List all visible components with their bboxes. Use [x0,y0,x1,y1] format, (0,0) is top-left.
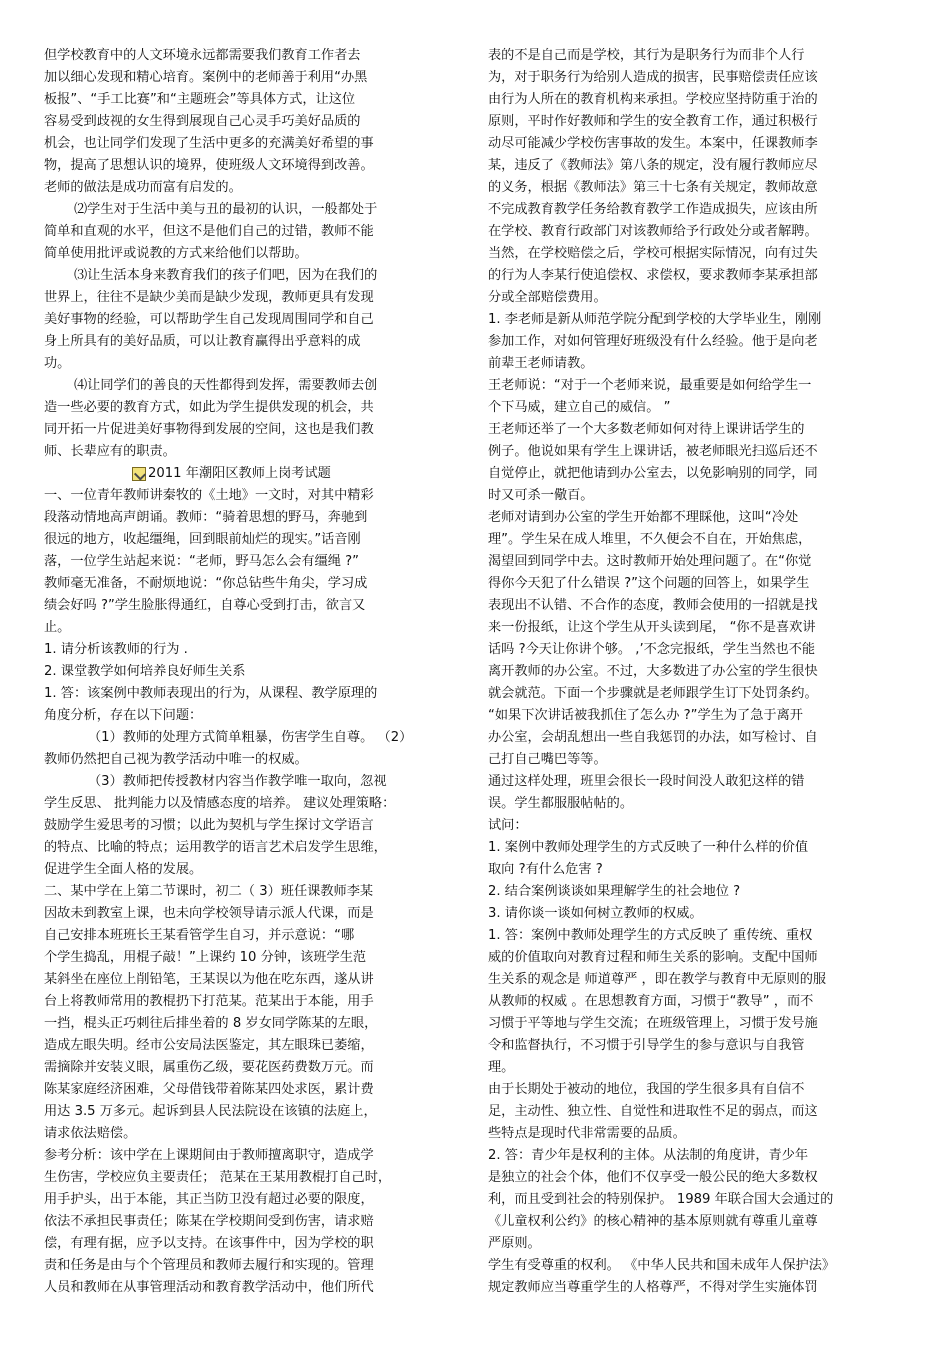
text-line: 离开教师的办公室。不过，大多数进了办公室的学生很快 [488,664,818,679]
text-line: 1. 答：该案例中教师表现出的行为，从课程、教学原理的 [44,686,378,701]
text-line: 理。 [488,1060,515,1075]
text-line: 当然，在学校赔偿之后，学校可根据实际情况，向有过失 [488,246,818,261]
text-line: 不完成教育教学任务给教育教学工作造成损失，应该由所 [488,202,818,217]
text-line: 止。 [44,620,71,635]
exam-title [44,463,466,485]
text-line: 例子。他说如果有学生上课讲话，被老师眼光扫巡后还不 [488,444,818,459]
text-line: 容易受到歧视的女生得到展现自己心灵手巧美好品质的 [44,114,361,129]
text-line: 功。 [44,356,71,371]
text-line: 2. 课堂教学如何培养良好师生关系 [44,664,246,679]
text-line: 绩会好吗 ?”学生脸胀得通红，自尊心受到打击，欲言又 [44,598,366,613]
text-line: 偿，有理有据，应予以支持。在该事件中，因为学校的职 [44,1236,374,1251]
text-line: 渴望回到同学中去。这时教师开始处理问题了。在“你觉 [488,554,812,569]
text-line: 需摘除并安装义眼，属重伤乙级，要花医药费数万元。而 [44,1060,374,1075]
text-line: 理”。学生呆在成人堆里，不久便会不自在，开始焦虑， [488,532,812,547]
text-line: 己打自己嘴巴等等。 [488,752,607,767]
text-line: 教师仍然把自己视为教学活动中唯一的权威。 [44,752,308,767]
text-line: 请求依法赔偿。 [44,1126,137,1141]
text-line: 王老师还举了一个大多数老师如何对待上课讲话学生的 [488,422,805,437]
text-line: 物，提高了思想认识的境界，使班级人文环境得到改善。 [44,158,374,173]
text-line: 简单和直观的水平，但这不是他们自己的过错，教师不能 [44,224,374,239]
text-line: 通过这样处理，班里会很长一段时间没人敢犯这样的错 [488,774,805,789]
text-line: 用手护头，出于本能，其正当防卫没有超过必要的限度， [44,1192,374,1207]
text-line: 一挡，棍头正巧刺往后排坐着的 8 岁女同学陈某的左眼， [44,1016,378,1031]
exam-title-text: 2011 年潮阳区教师上岗考试题 [148,466,331,481]
text-line: 的特点、比喻的特点；运用教学的语言艺术启发学生思维， [44,840,387,855]
text-line: 美好事物的经验，可以帮助学生自己发现周围同学和自己 [44,312,374,327]
text-line: ⑷让同学们的善良的天性都得到发挥，需要教师去创 [74,378,378,393]
text-line: 1. 请分析该教师的行为 . [44,642,188,657]
text-line: 自觉停止，就把他请到办公室去，以免影响别的同学，同 [488,466,818,481]
text-line: 老师对请到办公室的学生开始都不理睬他，这叫“冷处 [488,510,799,525]
text-line: 表现出不认错、不合作的态度，教师会使用的一招就是找 [488,598,818,613]
text-line: 为，对于职务行为给别人造成的损害，民事赔偿责任应该 [488,70,818,85]
text-line: 责和任务是由与个个管理员和教师去履行和实现的。管理 [44,1258,374,1273]
text-line: 就会就范。下面一个步骤就是老师跟学生订下处罚条约。 [488,686,818,701]
text-line: 生伤害，学校应负主要责任； 范某在王某用教棍打自己时， [44,1170,392,1185]
text-line: 参加工作，对如何管理好班级没有什么经验。他于是向老 [488,334,818,349]
text-line: 分或全部赔偿费用。 [488,290,607,305]
text-line: 同开拓一片促进美好事物得到发展的空间，这也是我们教 [44,422,374,437]
text-line: ⑶让生活本身来教育我们的孩子们吧，因为在我们的 [74,268,378,283]
text-line: 令和监督执行，不习惯于引导学生的参与意识与自我管 [488,1038,805,1053]
text-line: 由行为人所在的教育机构来承担。学校应坚持防重于治的 [488,92,818,107]
text-line: 加以细心发现和精心培育。案例中的老师善于利用“办黑 [44,70,368,85]
text-line: 1. 李老师是新从师范学院分配到学校的大学毕业生，刚刚 [488,312,822,327]
text-line: 的行为人李某行使追偿权、求偿权，要求教师李某承担部 [488,268,818,283]
text-line: 王老师说：“对于一个老师来说，最重要是如何给学生一 [488,378,812,393]
text-line: （1）教师的处理方式简单粗暴，伤害学生自尊。 （2） [88,730,413,745]
text-line: 威的价值取向对教育过程和师生关系的影响。支配中国师 [488,950,818,965]
text-line: 习惯于平等地与学生交流；在班级管理上，习惯于发号施 [488,1016,818,1031]
text-line: 老师的做法是成功而富有启发的。 [44,180,242,195]
text-line: 板报”、“手工比赛”和“主题班会”等具体方式，让这位 [44,92,356,107]
text-line: 来一份报纸，让这个学生从开头读到尾， “你不是喜欢讲 [488,620,816,635]
text-line: 但学校教育中的人文环境永远都需要我们教育工作者去 [44,48,361,63]
text-line: 原则，平时作好教师和学生的安全教育工作，通过积极行 [488,114,818,129]
text-line: 造一些必要的教育方式，如此为学生提供发现的机会，共 [44,400,374,415]
text-line: 学生有受尊重的权利。 《中华人民共和国未成年人保护法》 [488,1258,836,1273]
text-line: 鼓励学生爱思考的习惯；以此为契机与学生探讨文学语言 [44,818,374,833]
text-line: 很远的地方，收起缰绳，回到眼前灿烂的现实。”话音刚 [44,532,361,547]
text-line: 人员和教师在从事管理活动和教育教学活动中，他们所代 [44,1280,374,1295]
text-line: 个学生捣乱，用棍子敲！”上课约 10 分钟，该班学生范 [44,950,367,965]
document-icon [132,467,146,481]
right-column [488,45,902,1299]
text-line: 《儿童权利公约》的核心精神的基本原则就有尊重儿童尊 [488,1214,818,1229]
text-line: 落，一位学生站起来说：“老师，野马怎么会有缰绳 ?” [44,554,359,569]
text-line: 促进学生全面人格的发展。 [44,862,203,877]
text-line: 2. 结合案例谈谈如果理解学生的社会地位 ? [488,884,741,899]
text-line: 段落动情地高声朗诵。教师：“骑着思想的野马，奔驰到 [44,510,368,525]
text-line: 角度分析，存在以下问题： [44,708,203,723]
text-line: 误。学生都服服帖帖的。 [488,796,634,811]
text-line: 由于长期处于被动的地位，我国的学生很多具有自信不 [488,1082,805,1097]
text-line: 身上所具有的美好品质，可以让教育赢得出乎意料的成 [44,334,361,349]
text-line: 是独立的社会个体，他们不仅享受一般公民的绝大多数权 [488,1170,818,1185]
text-line: 得你今天犯了什么错误 ?”这个问题的回答上，如果学生 [488,576,810,591]
text-line: 个下马威，建立自己的威信。 ” [488,400,671,415]
text-line: 足，主动性、独立性、自觉性和进取性不足的弱点，而这 [488,1104,818,1119]
text-line: 二、某中学在上第二节课时，初二（ 3）班任课教师李某 [44,884,374,899]
text-line: 机会，也让同学们发现了生活中更多的充满美好希望的事 [44,136,374,151]
text-line: 3. 请你谈一谈如何树立教师的权威。 [488,906,703,921]
text-line: 依法不承担民事责任；陈某在学校期间受到伤害，请求赔 [44,1214,374,1229]
text-line: 2. 答：青少年是权利的主体。从法制的角度讲，青少年 [488,1148,809,1163]
text-line: （3）教师把传授教材内容当作教学唯一取向，忽视 [88,774,387,789]
text-line: 用达 3.5 万多元。起诉到县人民法院设在该镇的法庭上， [44,1104,377,1119]
text-line: 规定教师应当尊重学生的人格尊严，不得对学生实施体罚 [488,1280,818,1295]
text-line: “如果下次讲话被我抓住了怎么办 ?”学生为了急于离开 [488,708,803,723]
text-line: 在学校、教育行政部门对该教师给予行政处分或者解聘。 [488,224,818,239]
text-line: 取向 ?有什么危害 ? [488,862,603,877]
text-line: 1. 答：案例中教师处理学生的方式反映了 重传统、重权 [488,928,813,943]
text-line: 从教师的权威 。在思想教育方面，习惯于“教导” ，而不 [488,994,814,1009]
text-line: 1. 案例中教师处理学生的方式反映了一种什么样的价值 [488,840,809,855]
text-line: 动尽可能减少学校伤害事故的发生。本案中，任课教师李 [488,136,818,151]
text-line: 造成左眼失明。经市公安局法医鉴定，其左眼珠已萎缩， [44,1038,374,1053]
text-line: ⑵学生对于生活中美与丑的最初的认识，一般都处于 [74,202,378,217]
text-line: 利，而且受到社会的特别保护。 1989 年联合国大会通过的 [488,1192,834,1207]
text-line: 前辈王老师请教。 [488,356,594,371]
left-column [44,45,466,1299]
text-line: 表的不是自己而是学校，其行为是职务行为而非个人行 [488,48,805,63]
text-line: 学生反思、 批判能力以及情感态度的培养。 建议处理策略： [44,796,396,811]
text-line: 陈某家庭经济困难，父母借钱带着陈某四处求医，累计费 [44,1082,374,1097]
text-line: 参考分析：该中学在上课期间由于教师擅离职守，造成学 [44,1148,374,1163]
text-line: 师、长辈应有的职责。 [44,444,176,459]
text-line: 生关系的观念是 师道尊严 ，即在教学与教育中无原则的服 [488,972,827,987]
text-line: 世界上，往往不是缺少美而是缺少发现，教师更具有发现 [44,290,374,305]
text-line: 某，违反了《教师法》第八条的规定，没有履行教师应尽 [488,158,818,173]
text-line: 某斜坐在座位上削铅笔，王某误以为他在吃东西，遂从讲 [44,972,374,987]
text-line: 时又可杀一儆百。 [488,488,594,503]
text-line: 教师毫无准备，不耐烦地说：“你总钻些牛角尖，学习成 [44,576,368,591]
text-line: 试问： [488,818,528,833]
text-line: 严原则。 [488,1236,541,1251]
text-line: 的义务，根据《教师法》第三十七条有关规定，教师故意 [488,180,818,195]
text-line: 台上将教师常用的教棍扔下打范某。范某出于本能，用手 [44,994,374,1009]
text-line: 因故未到教室上课，也未向学校领导请示派人代课，而是 [44,906,374,921]
text-line: 自己安排本班班长王某看管学生自习，并示意说：“哪 [44,928,355,943]
text-line: 办公室，会胡乱想出一些自我惩罚的办法，如写检讨、自 [488,730,818,745]
text-line: 简单使用批评或说教的方式来给他们以帮助。 [44,246,308,261]
text-line: 一、一位青年教师讲秦牧的《土地》一文时，对其中精彩 [44,488,374,503]
text-line: 些特点是现时代非常需要的品质。 [488,1126,686,1141]
text-line: 话吗 ?今天让你讲个够。 ,’不念完报纸，学生当然也不能 [488,642,816,657]
